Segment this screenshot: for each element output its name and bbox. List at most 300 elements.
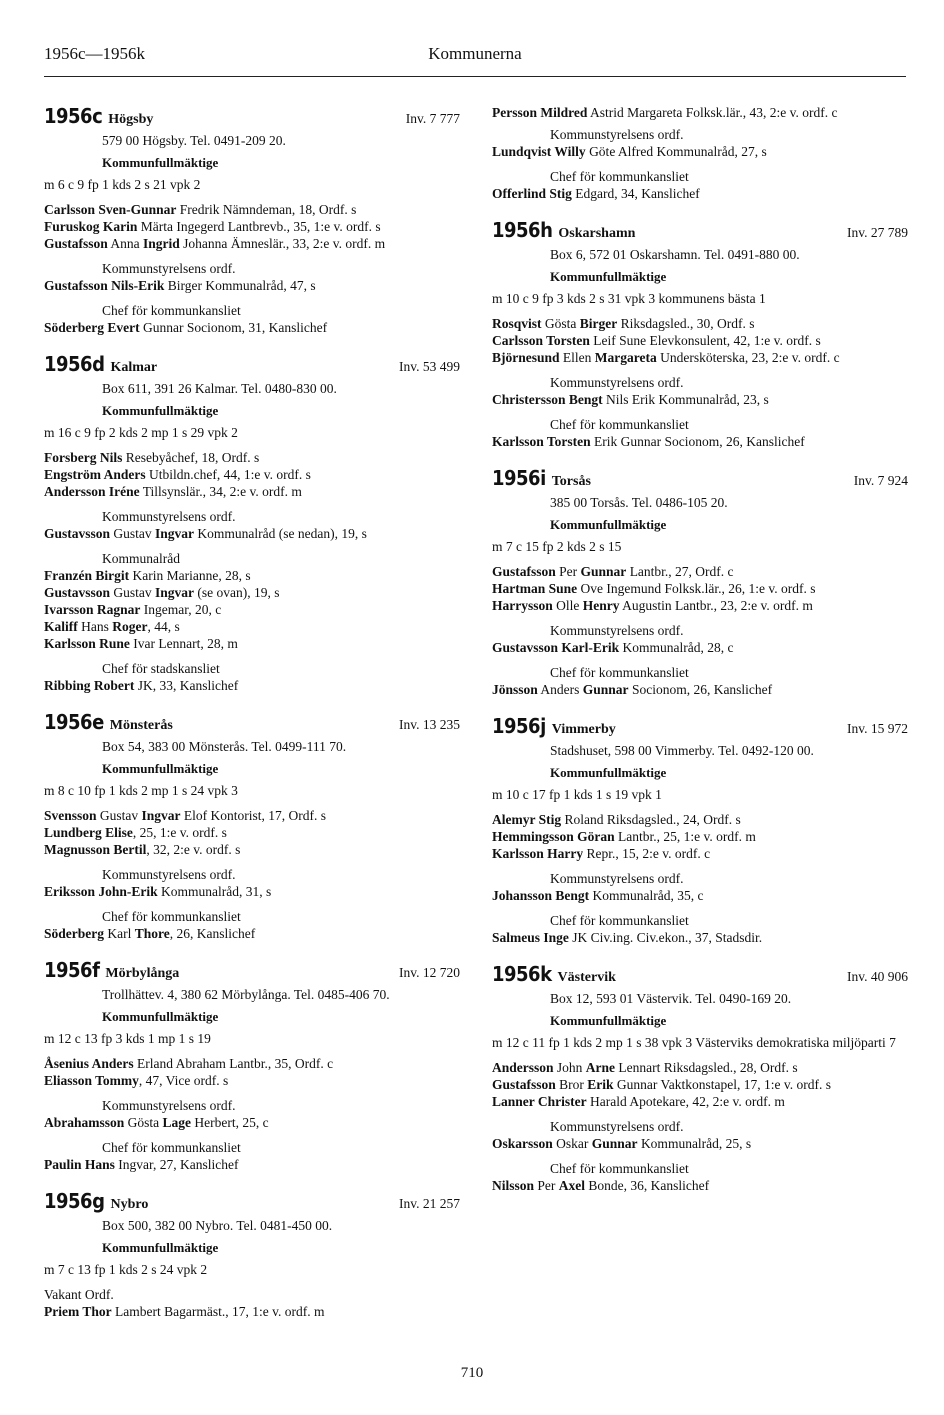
person-name: Carlsson Sven-Gunnar xyxy=(44,202,177,217)
municipality-heading xyxy=(492,962,908,990)
person-name: Jönsson xyxy=(492,682,538,697)
chief-of-office xyxy=(44,319,460,336)
person-given-name: Henry xyxy=(582,598,620,613)
person-name: Persson Mildred xyxy=(492,105,588,120)
municipality-code: 1956g xyxy=(44,1189,105,1213)
municipality-section xyxy=(44,1189,460,1328)
spacer xyxy=(492,1152,908,1160)
person-detail: , 26, Kanslichef xyxy=(169,926,256,941)
board-chair-heading: Kommunstyrelsens ordf. xyxy=(102,261,236,276)
council-member xyxy=(44,235,460,252)
municipality-heading xyxy=(492,218,908,246)
council-member xyxy=(44,841,460,858)
person-given-name: Gunnar xyxy=(580,564,627,579)
person-detail: Anna xyxy=(107,236,144,251)
council-member xyxy=(492,845,908,862)
chief-of-office xyxy=(492,681,908,698)
municipality-name: Mörbylånga xyxy=(105,966,180,981)
spacer xyxy=(492,408,908,416)
board-chair-heading: Kommunstyrelsens ordf. xyxy=(102,509,236,524)
person-detail: Gösta xyxy=(124,1115,163,1130)
spacer xyxy=(44,336,460,344)
municipality-name: Torsås xyxy=(551,474,591,489)
municipality-section xyxy=(44,958,460,1181)
person-name: Åsenius Anders xyxy=(44,1056,134,1071)
person-name: Alemyr Stig xyxy=(492,812,562,827)
person-detail: Leif Sune Elevkonsulent, 42, 1:e v. ordf. s xyxy=(589,333,821,348)
council-member xyxy=(492,104,908,121)
chief-heading: Chef för kommunkansliet xyxy=(550,417,689,432)
person-detail: Olle xyxy=(552,598,583,613)
inhabitants-count: Inv. 13 235 xyxy=(399,717,460,732)
council-member xyxy=(44,1072,460,1089)
person-detail: Gunnar Socionom, 31, Kanslichef xyxy=(139,320,328,335)
person-detail: Gösta xyxy=(541,316,580,331)
person-name: Gustafsson xyxy=(492,564,556,579)
person-detail: Per xyxy=(534,1178,559,1193)
spacer xyxy=(44,1089,460,1097)
person-detail: , 25, 1:e v. ordf. s xyxy=(132,825,227,840)
person-detail: Gustav xyxy=(110,526,156,541)
municipality-name: Mönsterås xyxy=(109,718,173,733)
person-given-name: Ingrid xyxy=(143,236,180,251)
person-name: Abrahamsson xyxy=(44,1115,125,1130)
municipality-section xyxy=(492,466,908,706)
commissioner xyxy=(44,635,460,652)
spacer xyxy=(492,1051,908,1059)
municipality-address: Box 12, 593 01 Västervik. Tel. 0490-169 20. xyxy=(550,991,792,1006)
council-heading: Kommunfullmäktige xyxy=(102,761,219,776)
council-member xyxy=(492,332,908,349)
spacer xyxy=(44,1131,460,1139)
person-name: Ribbing Robert xyxy=(44,678,135,693)
spacer xyxy=(44,500,460,508)
person-name: Gustavsson xyxy=(44,585,111,600)
spacer xyxy=(492,450,908,458)
person-name: Hartman Sune xyxy=(492,581,578,596)
council-heading: Kommunfullmäktige xyxy=(550,517,667,532)
person-given-name: Gunnar xyxy=(582,682,629,697)
header-range: 1956c—1956k xyxy=(44,44,146,63)
person-name: Eriksson John-Erik xyxy=(44,884,158,899)
commissioner xyxy=(44,567,460,584)
inhabitants-count: Inv. 40 906 xyxy=(847,969,908,984)
person-given-name: Roger xyxy=(112,619,148,634)
spacer xyxy=(44,441,460,449)
spacer xyxy=(44,1278,460,1286)
municipality-code: 1956h xyxy=(492,218,553,242)
municipality-code: 1956i xyxy=(492,466,546,490)
council-member xyxy=(44,466,460,483)
municipality-heading xyxy=(44,352,460,380)
person-detail: JK, 33, Kanslichef xyxy=(134,678,239,693)
municipality-section xyxy=(492,962,908,1202)
spacer xyxy=(492,1110,908,1118)
municipality-name: Nybro xyxy=(110,1197,149,1212)
chief-heading: Chef för kommunkansliet xyxy=(102,303,241,318)
spacer xyxy=(492,803,908,811)
council-member xyxy=(44,1055,460,1072)
person-detail: Anders xyxy=(537,682,583,697)
person-detail: Elof Kontorist, 17, Ordf. s xyxy=(180,808,327,823)
person-name: Hemmingsson Göran xyxy=(492,829,615,844)
chief-heading: Chef för kommunkansliet xyxy=(550,913,689,928)
spacer xyxy=(492,366,908,374)
municipality-code: 1956j xyxy=(492,714,546,738)
municipality-heading xyxy=(492,714,908,742)
spacer xyxy=(44,542,460,550)
person-given-name: Erik xyxy=(587,1077,614,1092)
spacer xyxy=(44,1173,460,1181)
commissioner xyxy=(44,584,460,601)
person-name: Karlsson Harry xyxy=(492,846,584,861)
person-detail: Ellen xyxy=(559,350,595,365)
person-name: Andersson Iréne xyxy=(44,484,140,499)
spacer xyxy=(492,555,908,563)
chief-of-office xyxy=(492,185,908,202)
page-number: 710 xyxy=(460,1365,484,1381)
board-chair xyxy=(44,883,460,900)
person-given-name: Gunnar xyxy=(591,1136,638,1151)
person-detail: Tillsynslär., 34, 2:e v. ordf. m xyxy=(139,484,302,499)
chief-heading: Chef för kommunkansliet xyxy=(550,169,689,184)
left-column xyxy=(44,104,460,1336)
council-member xyxy=(44,1286,460,1303)
person-detail: Repr., 15, 2:e v. ordf. c xyxy=(583,846,711,861)
person-name: Christersson Bengt xyxy=(492,392,603,407)
inhabitants-count: Inv. 15 972 xyxy=(847,721,908,736)
person-detail: Gustav xyxy=(110,585,156,600)
council-member xyxy=(44,824,460,841)
chief-of-office xyxy=(492,929,908,946)
chief-of-office xyxy=(44,677,460,694)
person-detail: Karin Marianne, 28, s xyxy=(129,568,251,583)
person-name: Franzén Birgit xyxy=(44,568,130,583)
person-name: Offerlind Stig xyxy=(492,186,572,201)
spacer xyxy=(492,614,908,622)
chief-heading: Chef för kommunkansliet xyxy=(550,665,689,680)
person-given-name: Arne xyxy=(585,1060,616,1075)
person-detail: Socionom, 26, Kanslichef xyxy=(628,682,773,697)
municipality-address: Box 611, 391 26 Kalmar. Tel. 0480-830 00. xyxy=(102,381,337,396)
board-chair-heading: Kommunstyrelsens ordf. xyxy=(102,1098,236,1113)
person-name: Gustafsson xyxy=(44,236,108,251)
person-detail: Kommunalråd, 25, s xyxy=(637,1136,752,1151)
council-heading: Kommunfullmäktige xyxy=(550,1013,667,1028)
person-name: Salmeus Inge xyxy=(492,930,569,945)
municipality-heading xyxy=(44,958,460,986)
header-title: Kommunerna xyxy=(428,44,522,63)
council-member xyxy=(44,201,460,218)
person-detail: Utbildn.chef, 44, 1:e v. ordf. s xyxy=(145,467,311,482)
council-heading: Kommunfullmäktige xyxy=(102,1009,219,1024)
party-composition: m 7 c 15 fp 2 kds 2 s 15 xyxy=(492,539,622,554)
person-detail: , 47, Vice ordf. s xyxy=(138,1073,229,1088)
party-composition: m 16 c 9 fp 2 kds 2 mp 1 s 29 vpk 2 xyxy=(44,425,238,440)
inhabitants-count: Inv. 12 720 xyxy=(399,965,460,980)
person-detail: Ivar Lennart, 28, m xyxy=(129,636,238,651)
spacer xyxy=(492,202,908,210)
person-detail: Kommunalråd (se nedan), 19, s xyxy=(194,526,367,541)
party-composition: m 10 c 9 fp 3 kds 2 s 31 vpk 3 kommunens bästa 1 xyxy=(492,291,766,306)
person-detail: JK Civ.ing. Civ.ekon., 37, Stadsdir. xyxy=(568,930,763,945)
municipality-name: Vimmerby xyxy=(551,722,616,737)
council-member xyxy=(492,828,908,845)
spacer xyxy=(44,193,460,201)
board-chair xyxy=(492,143,908,160)
council-member xyxy=(44,807,460,824)
commissioner-heading: Kommunalråd xyxy=(102,551,180,566)
municipality-address: Stadshuset, 598 00 Vimmerby. Tel. 0492-120 00. xyxy=(550,743,814,758)
party-composition: m 12 c 11 fp 1 kds 2 mp 1 s 38 vpk 3 Västerviks demokratiska miljöparti 7 xyxy=(492,1035,896,1050)
spacer xyxy=(44,294,460,302)
spacer xyxy=(492,307,908,315)
municipality-heading xyxy=(492,466,908,494)
council-heading: Kommunfullmäktige xyxy=(102,155,219,170)
chief-heading: Chef för stadskansliet xyxy=(102,661,220,676)
board-chair xyxy=(44,277,460,294)
spacer xyxy=(44,694,460,702)
municipality-section xyxy=(44,710,460,950)
person-detail: Edgard, 34, Kanslichef xyxy=(571,186,700,201)
chief-of-office xyxy=(44,1156,460,1173)
municipality-code: 1956f xyxy=(44,958,100,982)
council-member xyxy=(492,1076,908,1093)
person-given-name: Thore xyxy=(134,926,170,941)
person-name: Johansson Bengt xyxy=(492,888,590,903)
person-detail: Kommunalråd, 31, s xyxy=(157,884,272,899)
municipality-section xyxy=(44,352,460,702)
person-name: Harrysson xyxy=(492,598,553,613)
person-given-name: Ingvar xyxy=(141,808,181,823)
municipality-section xyxy=(492,714,908,954)
person-name: Lundberg Elise xyxy=(44,825,133,840)
spacer xyxy=(492,946,908,954)
municipality-section xyxy=(44,104,460,344)
person-detail: Ingemar, 20, c xyxy=(140,602,222,617)
person-detail: Bror xyxy=(555,1077,588,1092)
person-detail: Lennart Riksdagsled., 28, Ordf. s xyxy=(615,1060,798,1075)
person-name: Engström Anders xyxy=(44,467,146,482)
spacer xyxy=(492,698,908,706)
person-given-name: Axel xyxy=(558,1178,586,1193)
council-member xyxy=(44,449,460,466)
board-chair xyxy=(492,1135,908,1152)
spacer xyxy=(492,656,908,664)
municipality-address: Box 6, 572 01 Oskarshamn. Tel. 0491-880 00. xyxy=(550,247,800,262)
person-detail: Karl xyxy=(104,926,135,941)
municipality-name: Högsby xyxy=(108,112,154,127)
municipality-heading xyxy=(44,1189,460,1217)
board-chair-heading: Kommunstyrelsens ordf. xyxy=(102,867,236,882)
council-member xyxy=(492,597,908,614)
chief-heading: Chef för kommunkansliet xyxy=(102,1140,241,1155)
person-detail: Augustin Lantbr., 23, 2:e v. ordf. m xyxy=(619,598,813,613)
council-member xyxy=(492,563,908,580)
person-detail: John xyxy=(553,1060,586,1075)
person-detail: Kommunalråd, 35, c xyxy=(589,888,704,903)
person-name: Björnesund xyxy=(492,350,560,365)
person-detail: Erik Gunnar Socionom, 26, Kanslichef xyxy=(590,434,805,449)
council-member xyxy=(492,1093,908,1110)
person-name: Lanner Christer xyxy=(492,1094,587,1109)
person-name: Eliasson Tommy xyxy=(44,1073,139,1088)
municipality-name: Kalmar xyxy=(110,360,158,375)
council-member xyxy=(492,811,908,828)
person-name: Söderberg xyxy=(44,926,104,941)
person-name: Svensson xyxy=(44,808,97,823)
person-detail: Harald Apotekare, 42, 2:e v. ordf. m xyxy=(586,1094,785,1109)
municipality-address: 385 00 Torsås. Tel. 0486-105 20. xyxy=(550,495,728,510)
municipality-code: 1956e xyxy=(44,710,104,734)
inhabitants-count: Inv. 53 499 xyxy=(399,359,460,374)
person-name: Carlsson Torsten xyxy=(492,333,590,348)
council-member xyxy=(492,580,908,597)
spacer xyxy=(492,1194,908,1202)
board-chair-heading: Kommunstyrelsens ordf. xyxy=(550,871,684,886)
chief-of-office xyxy=(492,433,908,450)
running-header xyxy=(44,40,906,77)
spacer xyxy=(492,904,908,912)
council-heading: Kommunfullmäktige xyxy=(550,765,667,780)
person-given-name: Birger xyxy=(579,316,618,331)
municipality-code: 1956d xyxy=(44,352,105,376)
person-name: Ivarsson Ragnar xyxy=(44,602,141,617)
person-name: Gustavsson xyxy=(44,526,111,541)
council-member xyxy=(492,1059,908,1076)
person-detail: Lambert Bagarmäst., 17, 1:e v. ordf. m xyxy=(111,1304,325,1319)
chief-of-office xyxy=(492,1177,908,1194)
person-detail: , 44, s xyxy=(147,619,180,634)
municipality-name: Oskarshamn xyxy=(558,226,636,241)
party-composition: m 12 c 13 fp 3 kds 1 mp 1 s 19 xyxy=(44,1031,211,1046)
municipality-heading xyxy=(44,710,460,738)
person-detail: Resebyåchef, 18, Ordf. s xyxy=(122,450,260,465)
person-detail: Riksdagsled., 30, Ordf. s xyxy=(617,316,755,331)
commissioner xyxy=(44,601,460,618)
inhabitants-count: Inv. 21 257 xyxy=(399,1196,460,1211)
board-chair xyxy=(492,391,908,408)
person-detail: Ingvar, 27, Kanslichef xyxy=(114,1157,239,1172)
person-name: Magnusson Bertil xyxy=(44,842,147,857)
spacer xyxy=(44,652,460,660)
municipality-address: 579 00 Högsby. Tel. 0491-209 20. xyxy=(102,133,286,148)
person-name: Gustafsson Nils-Erik xyxy=(44,278,165,293)
municipality-code: 1956k xyxy=(492,962,552,986)
person-detail: Johanna Ämneslär., 33, 2:e v. ordf. m xyxy=(179,236,386,251)
party-composition: m 7 c 13 fp 1 kds 2 s 24 vpk 2 xyxy=(44,1262,208,1277)
person-detail: Göte Alfred Kommunalråd, 27, s xyxy=(585,144,767,159)
person-detail: Undersköterska, 23, 2:e v. ordf. c xyxy=(656,350,840,365)
commissioner xyxy=(44,618,460,635)
council-member xyxy=(44,218,460,235)
board-chair-heading: Kommunstyrelsens ordf. xyxy=(550,623,684,638)
person-detail: Oskar xyxy=(552,1136,592,1151)
person-detail: (se ovan), 19, s xyxy=(194,585,280,600)
party-composition: m 8 c 10 fp 1 kds 2 mp 1 s 24 vpk 3 xyxy=(44,783,238,798)
party-composition: m 10 c 17 fp 1 kds 1 s 19 vpk 1 xyxy=(492,787,662,802)
person-detail: Birger Kommunalråd, 47, s xyxy=(164,278,316,293)
municipality-code: 1956c xyxy=(44,104,103,128)
spacer xyxy=(44,1047,460,1055)
person-name: Oskarsson xyxy=(492,1136,553,1151)
person-name: Furuskog Karin xyxy=(44,219,138,234)
person-name: Lundqvist Willy xyxy=(492,144,586,159)
council-member xyxy=(44,483,460,500)
municipality-section xyxy=(492,218,908,458)
person-detail: Lantbr., 25, 1:e v. ordf. m xyxy=(614,829,756,844)
person-detail: Fredrik Nämndeman, 18, Ordf. s xyxy=(176,202,357,217)
person-name: Gustafsson xyxy=(492,1077,556,1092)
person-name: Gustavsson Karl-Erik xyxy=(492,640,620,655)
person-detail: Bonde, 36, Kanslichef xyxy=(585,1178,710,1193)
council-member xyxy=(492,349,908,366)
council-heading: Kommunfullmäktige xyxy=(102,403,219,418)
right-column xyxy=(492,104,908,1210)
person-name: Forsberg Nils xyxy=(44,450,123,465)
council-heading: Kommunfullmäktige xyxy=(102,1240,219,1255)
board-chair-heading: Kommunstyrelsens ordf. xyxy=(550,375,684,390)
person-detail: Hans xyxy=(77,619,113,634)
person-detail: Ove Ingemund Folksk.lär., 26, 1:e v. ordf. s xyxy=(577,581,816,596)
person-detail: Lantbr., 27, Ordf. c xyxy=(626,564,734,579)
person-given-name: Margareta xyxy=(594,350,657,365)
person-detail: Gustav xyxy=(96,808,142,823)
spacer xyxy=(44,252,460,260)
party-composition: m 6 c 9 fp 1 kds 2 s 21 vpk 2 xyxy=(44,177,201,192)
inhabitants-count: Inv. 27 789 xyxy=(847,225,908,240)
board-chair-heading: Kommunstyrelsens ordf. xyxy=(550,1119,684,1134)
person-given-name: Lage xyxy=(162,1115,192,1130)
person-name: Andersson xyxy=(492,1060,554,1075)
board-chair xyxy=(44,1114,460,1131)
chief-of-office xyxy=(44,925,460,942)
person-name: Kaliff xyxy=(44,619,78,634)
person-name: Priem Thor xyxy=(44,1304,112,1319)
board-chair xyxy=(44,525,460,542)
municipality-name: Västervik xyxy=(557,970,616,985)
person-detail: Per xyxy=(555,564,581,579)
person-given-name: Ingvar xyxy=(155,526,195,541)
person-detail: Nils Erik Kommunalråd, 23, s xyxy=(602,392,769,407)
person-detail: Erland Abraham Lantbr., 35, Ordf. c xyxy=(133,1056,334,1071)
person-name: Nilsson xyxy=(492,1178,535,1193)
inhabitants-count: Inv. 7 777 xyxy=(405,111,460,126)
person-name: Rosqvist xyxy=(492,316,542,331)
spacer xyxy=(492,862,908,870)
person-detail: , 32, 2:e v. ordf. s xyxy=(146,842,241,857)
board-chair-heading: Kommunstyrelsens ordf. xyxy=(550,127,684,142)
person-name: Paulin Hans xyxy=(44,1157,115,1172)
board-chair xyxy=(492,639,908,656)
chief-heading: Chef för kommunkansliet xyxy=(102,909,241,924)
person-name: Karlsson Torsten xyxy=(492,434,591,449)
council-member xyxy=(492,315,908,332)
person-detail: Herbert, 25, c xyxy=(191,1115,269,1130)
municipality-address: Box 500, 382 00 Nybro. Tel. 0481-450 00. xyxy=(102,1218,333,1233)
council-member xyxy=(44,1303,460,1320)
person-detail: Roland Riksdagsled., 24, Ordf. s xyxy=(561,812,741,827)
spacer xyxy=(44,799,460,807)
spacer xyxy=(44,1320,460,1328)
person-detail: Märta Ingegerd Lantbrevb., 35, 1:e v. ordf. s xyxy=(137,219,381,234)
person-detail: Vakant Ordf. xyxy=(44,1287,114,1302)
municipality-address: Box 54, 383 00 Mönsterås. Tel. 0499-111 70. xyxy=(102,739,347,754)
board-chair xyxy=(492,887,908,904)
municipality-heading xyxy=(44,104,460,132)
continued-section xyxy=(492,104,908,210)
person-detail: Kommunalråd, 28, c xyxy=(619,640,734,655)
